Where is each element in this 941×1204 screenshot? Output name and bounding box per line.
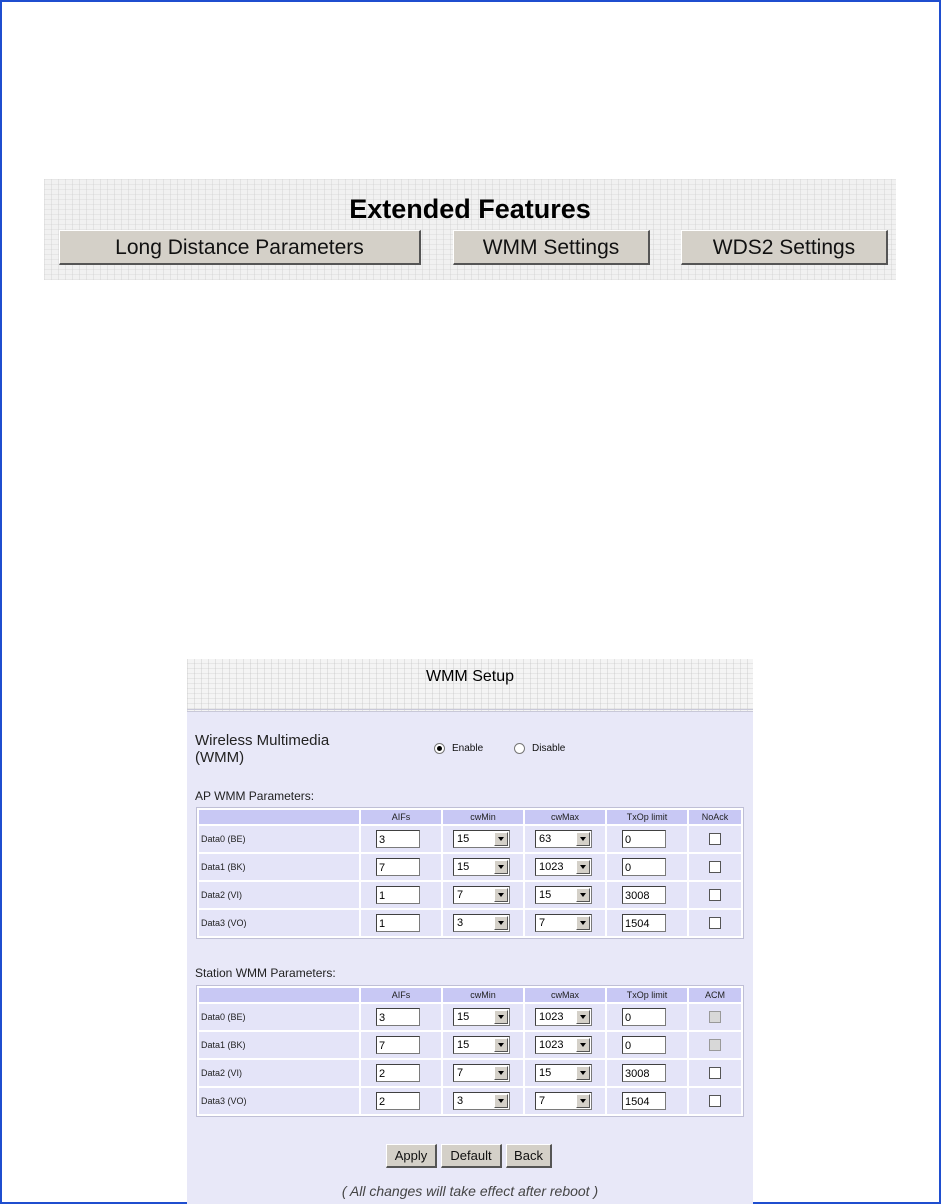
wireless-multimedia-label-line1: Wireless Multimedia bbox=[195, 732, 330, 749]
chevron-down-icon[interactable] bbox=[576, 1066, 590, 1080]
cwmin-value: 15 bbox=[457, 1011, 470, 1023]
long-distance-parameters-button[interactable]: Long Distance Parameters bbox=[59, 230, 421, 265]
aifs-cell bbox=[361, 1032, 441, 1058]
wmm-enable-option[interactable] bbox=[434, 743, 483, 754]
txop-cell bbox=[607, 1032, 687, 1058]
noack-cell bbox=[689, 854, 741, 880]
aifs-input[interactable]: 1 bbox=[376, 886, 420, 904]
noack-checkbox[interactable] bbox=[709, 917, 721, 929]
cwmax-value: 63 bbox=[539, 833, 552, 845]
cwmin-select[interactable] bbox=[453, 858, 510, 876]
chevron-down-icon[interactable] bbox=[576, 1094, 590, 1108]
cwmax-cell bbox=[525, 910, 605, 936]
cwmax-select[interactable] bbox=[535, 1036, 592, 1054]
enable-radio-label: Enable bbox=[452, 743, 484, 754]
cwmax-value: 1023 bbox=[539, 861, 564, 873]
acm-checkbox[interactable] bbox=[709, 1067, 721, 1079]
cwmin-cell bbox=[443, 910, 523, 936]
header-cwmax: cwMax bbox=[525, 988, 605, 1002]
ap-wmm-parameters-label: AP WMM Parameters: bbox=[195, 789, 315, 803]
cwmin-value: 3 bbox=[457, 917, 464, 929]
cwmax-cell bbox=[525, 1032, 605, 1058]
header-cwmin: cwMin bbox=[443, 988, 523, 1002]
aifs-cell bbox=[361, 910, 441, 936]
chevron-down-icon[interactable] bbox=[576, 888, 590, 902]
header-aifs: AIFs bbox=[361, 988, 441, 1002]
cwmax-select[interactable] bbox=[535, 858, 592, 876]
cwmin-select[interactable] bbox=[453, 914, 510, 932]
row-label: Data3 (VO) bbox=[199, 1088, 359, 1114]
noack-cell bbox=[689, 826, 741, 852]
wds2-settings-button[interactable]: WDS2 Settings bbox=[681, 230, 888, 265]
row-label: Data3 (VO) bbox=[199, 910, 359, 936]
row-label: Data1 (BK) bbox=[199, 1032, 359, 1058]
txop-cell bbox=[607, 882, 687, 908]
noack-cell bbox=[689, 910, 741, 936]
cwmin-select[interactable] bbox=[453, 1092, 510, 1110]
aifs-input[interactable]: 7 bbox=[376, 858, 420, 876]
cwmin-select[interactable] bbox=[453, 1008, 510, 1026]
chevron-down-icon[interactable] bbox=[494, 888, 508, 902]
enable-radio[interactable] bbox=[434, 743, 445, 754]
row-label: Data0 (BE) bbox=[199, 826, 359, 852]
chevron-down-icon[interactable] bbox=[494, 832, 508, 846]
cwmin-select[interactable] bbox=[453, 886, 510, 904]
header-noack: NoAck bbox=[689, 810, 741, 824]
table-row bbox=[199, 1004, 741, 1030]
row-label: Data2 (VI) bbox=[199, 882, 359, 908]
header-acm: ACM bbox=[689, 988, 741, 1002]
wireless-multimedia-label-line2: (WMM) bbox=[195, 749, 245, 766]
txop-cell bbox=[607, 1088, 687, 1114]
cwmax-select[interactable] bbox=[535, 830, 592, 848]
cwmax-cell bbox=[525, 1060, 605, 1086]
noack-checkbox[interactable] bbox=[709, 889, 721, 901]
cwmax-select[interactable] bbox=[535, 1092, 592, 1110]
acm-cell bbox=[689, 1032, 741, 1058]
txop-cell bbox=[607, 1004, 687, 1030]
chevron-down-icon[interactable] bbox=[494, 1010, 508, 1024]
aifs-cell bbox=[361, 1060, 441, 1086]
cwmin-cell bbox=[443, 1060, 523, 1086]
txop-cell bbox=[607, 854, 687, 880]
noack-checkbox[interactable] bbox=[709, 833, 721, 845]
aifs-cell bbox=[361, 1004, 441, 1030]
aifs-input[interactable]: 3 bbox=[376, 1008, 420, 1026]
extended-features-panel bbox=[44, 179, 896, 280]
txop-cell bbox=[607, 1060, 687, 1086]
header-aifs: AIFs bbox=[361, 810, 441, 824]
txop-limit-input[interactable]: 3008 bbox=[622, 886, 666, 904]
aifs-cell bbox=[361, 826, 441, 852]
cwmin-value: 15 bbox=[457, 861, 470, 873]
txop-limit-input[interactable]: 0 bbox=[622, 830, 666, 848]
cwmax-value: 7 bbox=[539, 917, 546, 929]
header-txop-limit: TxOp limit bbox=[607, 988, 687, 1002]
header-blank bbox=[199, 988, 359, 1002]
cwmax-value: 7 bbox=[539, 1095, 546, 1107]
cwmin-cell bbox=[443, 882, 523, 908]
wmm-setup-header bbox=[187, 659, 753, 712]
acm-checkbox bbox=[709, 1039, 721, 1051]
txop-limit-input[interactable]: 0 bbox=[622, 858, 666, 876]
cwmin-select[interactable] bbox=[453, 830, 510, 848]
chevron-down-icon[interactable] bbox=[494, 916, 508, 930]
cwmax-cell bbox=[525, 1088, 605, 1114]
header-txop-limit: TxOp limit bbox=[607, 810, 687, 824]
cwmax-value: 15 bbox=[539, 889, 552, 901]
acm-cell bbox=[689, 1060, 741, 1086]
txop-cell bbox=[607, 826, 687, 852]
cwmax-value: 1023 bbox=[539, 1039, 564, 1051]
cwmin-value: 7 bbox=[457, 1067, 464, 1079]
table-row bbox=[199, 1088, 741, 1114]
wmm-setup-title: WMM Setup bbox=[425, 668, 514, 685]
chevron-down-icon[interactable] bbox=[576, 916, 590, 930]
acm-cell bbox=[689, 1004, 741, 1030]
cwmin-value: 15 bbox=[457, 1039, 470, 1051]
chevron-down-icon[interactable] bbox=[494, 860, 508, 874]
chevron-down-icon[interactable] bbox=[494, 1094, 508, 1108]
aifs-cell bbox=[361, 854, 441, 880]
txop-limit-input[interactable]: 0 bbox=[622, 1008, 666, 1026]
default-button[interactable]: Default bbox=[441, 1144, 502, 1168]
wmm-settings-button[interactable]: WMM Settings bbox=[453, 230, 650, 265]
cwmax-value: 1023 bbox=[539, 1011, 564, 1023]
txop-limit-input[interactable]: 1504 bbox=[622, 1092, 666, 1110]
cwmin-select[interactable] bbox=[453, 1036, 510, 1054]
extended-features-title: Extended Features bbox=[349, 194, 591, 224]
cwmin-cell bbox=[443, 1004, 523, 1030]
cwmin-cell bbox=[443, 1088, 523, 1114]
disable-radio[interactable] bbox=[514, 743, 525, 754]
header-blank bbox=[199, 810, 359, 824]
cwmin-value: 3 bbox=[457, 1095, 464, 1107]
table-row bbox=[199, 882, 741, 908]
station-wmm-parameters-label: Station WMM Parameters: bbox=[195, 966, 336, 980]
txop-limit-input[interactable]: 0 bbox=[622, 1036, 666, 1054]
reboot-note: ( All changes will take effect after reboot ) bbox=[341, 1183, 599, 1199]
aifs-input[interactable]: 2 bbox=[376, 1092, 420, 1110]
acm-checkbox[interactable] bbox=[709, 1095, 721, 1107]
header-cwmin: cwMin bbox=[443, 810, 523, 824]
chevron-down-icon[interactable] bbox=[576, 1010, 590, 1024]
acm-cell bbox=[689, 1088, 741, 1114]
table-header-row bbox=[199, 810, 741, 824]
cwmax-select[interactable] bbox=[535, 1064, 592, 1082]
cwmax-value: 15 bbox=[539, 1067, 552, 1079]
table-row bbox=[199, 910, 741, 936]
disable-radio-label: Disable bbox=[532, 743, 566, 754]
station-wmm-parameters-table bbox=[196, 985, 744, 1117]
chevron-down-icon[interactable] bbox=[494, 1038, 508, 1052]
wmm-setup-panel bbox=[187, 659, 753, 1204]
cwmax-cell bbox=[525, 826, 605, 852]
aifs-input[interactable]: 7 bbox=[376, 1036, 420, 1054]
aifs-input[interactable]: 2 bbox=[376, 1064, 420, 1082]
cwmin-value: 7 bbox=[457, 889, 464, 901]
cwmin-cell bbox=[443, 826, 523, 852]
cwmin-select[interactable] bbox=[453, 1064, 510, 1082]
aifs-input[interactable]: 1 bbox=[376, 914, 420, 932]
acm-checkbox bbox=[709, 1011, 721, 1023]
chevron-down-icon[interactable] bbox=[576, 1038, 590, 1052]
chevron-down-icon[interactable] bbox=[576, 860, 590, 874]
table-row bbox=[199, 854, 741, 880]
aifs-input[interactable]: 3 bbox=[376, 830, 420, 848]
cwmax-cell bbox=[525, 1004, 605, 1030]
table-header-row bbox=[199, 988, 741, 1002]
chevron-down-icon[interactable] bbox=[576, 832, 590, 846]
ap-wmm-parameters-table bbox=[196, 807, 744, 939]
cwmin-cell bbox=[443, 1032, 523, 1058]
txop-limit-input[interactable]: 1504 bbox=[622, 914, 666, 932]
cwmin-value: 15 bbox=[457, 833, 470, 845]
cwmax-select[interactable] bbox=[535, 886, 592, 904]
chevron-down-icon[interactable] bbox=[494, 1066, 508, 1080]
cwmin-cell bbox=[443, 854, 523, 880]
row-label: Data2 (VI) bbox=[199, 1060, 359, 1086]
row-label: Data1 (BK) bbox=[199, 854, 359, 880]
cwmax-select[interactable] bbox=[535, 914, 592, 932]
wireless-multimedia-label bbox=[195, 732, 375, 766]
txop-cell bbox=[607, 910, 687, 936]
cwmax-cell bbox=[525, 882, 605, 908]
txop-limit-input[interactable]: 3008 bbox=[622, 1064, 666, 1082]
wmm-disable-option[interactable] bbox=[514, 743, 565, 754]
noack-checkbox[interactable] bbox=[709, 861, 721, 873]
noack-cell bbox=[689, 882, 741, 908]
cwmax-select[interactable] bbox=[535, 1008, 592, 1026]
header-cwmax: cwMax bbox=[525, 810, 605, 824]
aifs-cell bbox=[361, 882, 441, 908]
table-row bbox=[199, 826, 741, 852]
back-button[interactable]: Back bbox=[506, 1144, 552, 1168]
row-label: Data0 (BE) bbox=[199, 1004, 359, 1030]
aifs-cell bbox=[361, 1088, 441, 1114]
table-row bbox=[199, 1060, 741, 1086]
table-row bbox=[199, 1032, 741, 1058]
cwmax-cell bbox=[525, 854, 605, 880]
apply-button[interactable]: Apply bbox=[386, 1144, 437, 1168]
